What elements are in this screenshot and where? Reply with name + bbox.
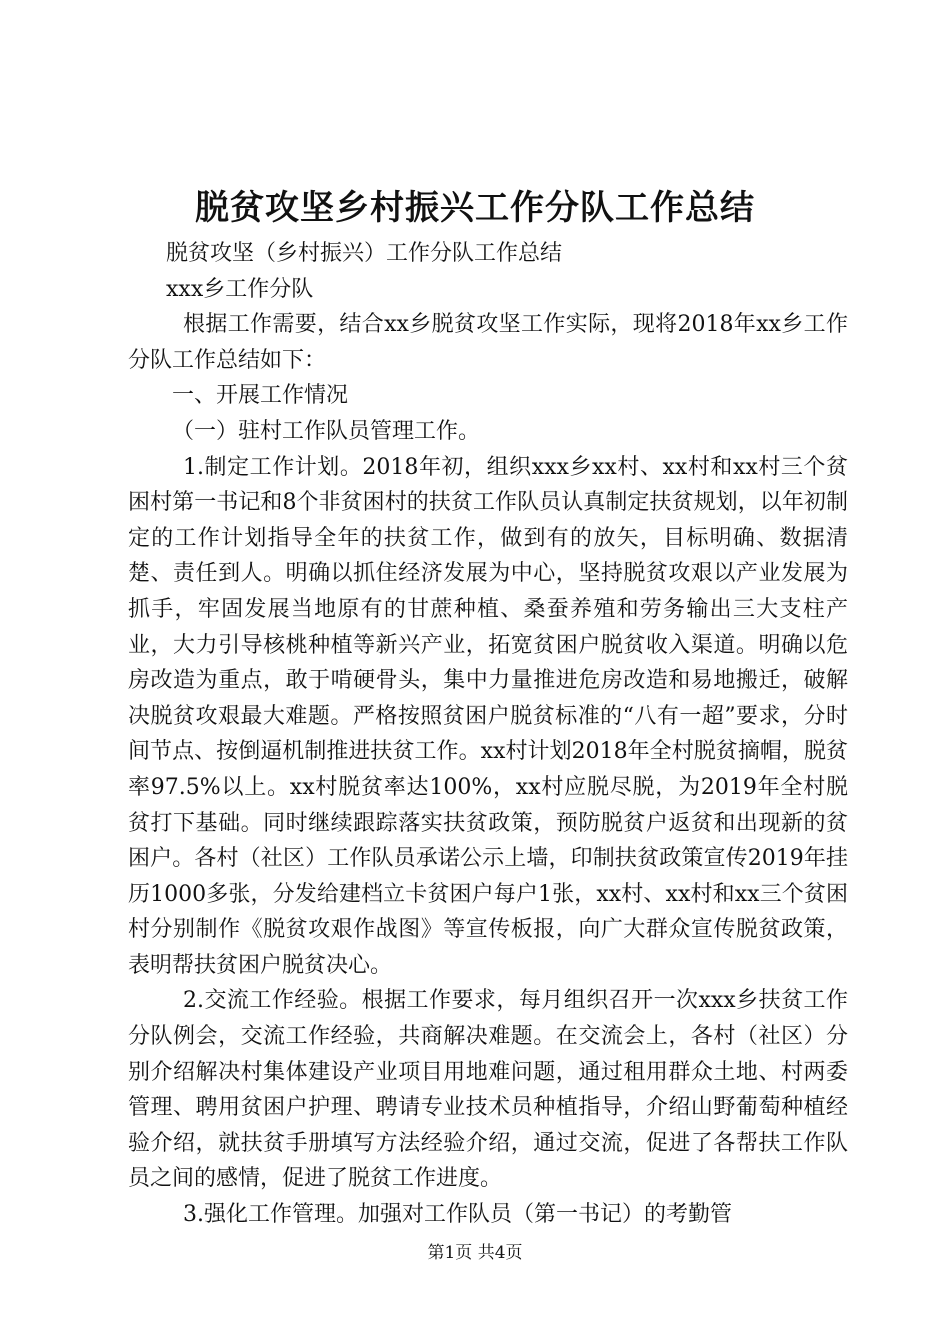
subtitle-line: 脱贫攻坚（乡村振兴）工作分队工作总结 — [166, 241, 563, 266]
page-footer: 第1页 共4页 — [427, 1243, 523, 1263]
body-paragraph: 2.交流工作经验。根据工作要求，每月组织召开一次xxx乡扶贫工作分队例会，交流工作经验，共商解决难题。在交流会上，各村（社区）分别介绍解决村集体建设产业项目用地难问题，通过租用群众土地、村两委管理、聘用贫困户护理、聘请专业技术员种植指导，介绍山野葡萄种植经验介绍，就扶贫手册填写方法经验介绍，通过交流，促进了各帮扶工作队员之间的感情，促进了脱贫工作进度。 — [128, 988, 848, 1192]
body-paragraph: 3.强化工作管理。加强对工作队员（第一书记）的考勤管 — [183, 1202, 732, 1228]
body-paragraph: 1.制定工作计划。2018年初，组织xxx乡xx村、xx村和xx村三个贫困村第一书记和8个非贫困村的扶贫工作队员认真制定扶贫规划，以年初制定的工作计划指导全年的扶贫工作，做到有的放矢，目标明确、数据清楚、责任到人。明确以抓住经济发展为中心，坚持脱贫攻艰以产业发展为抓手，牢固发展当地原有的甘蔗种植、桑蚕养殖和劳务输出三大支柱产业，大力引导核桃种植等新兴产业，拓宽贫困户脱贫收入渠道。明确以危房改造为重点，敢于啃硬骨头，集中力量推进危房改造和易地搬迁，破解决脱贫攻艰最大难题。严格按照贫困户脱贫标准的“八有一超”要求，分时间节点、按倒逼机制推进扶贫工作。xx村计划2018年全村脱贫摘帽，脱贫率97.5%以上。xx村脱贫率达100%，xx村应脱尽脱，为2019年全村脱贫打下基础。同时继续跟踪落实扶贫政策，预防脱贫户返贫和出现新的贫困户。各村（社区）工作队员承诺公示上墙，印制扶贫政策宣传2019年挂历1000多张，分发给建档立卡贫困户每户1张，xx村、xx村和xx三个贫困村分别制作《脱贫攻艰作战图》等宣传板报，向广大群众宣传脱贫政策，表明帮扶贫困户脱贫决心。 — [128, 454, 848, 978]
subsection-heading: （一）驻村工作队员管理工作。 — [172, 418, 481, 444]
document-body — [128, 236, 848, 1233]
section-heading: 一、开展工作情况 — [172, 383, 349, 409]
author-line: xxx乡工作分队 — [166, 276, 314, 302]
intro-paragraph: 根据工作需要，结合xx乡脱贫攻坚工作实际，现将2018年xx乡工作分队工作总结如下： — [128, 312, 848, 373]
document-title: 脱贫攻坚乡村振兴工作分队工作总结 — [195, 188, 755, 228]
